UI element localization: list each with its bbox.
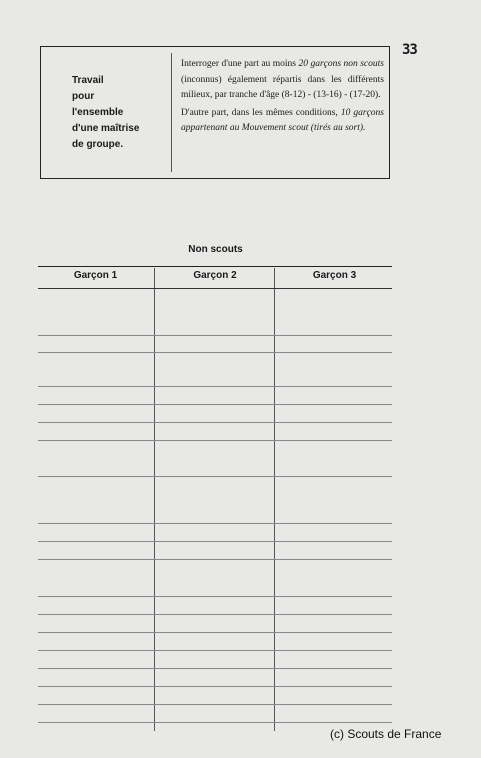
page-number: 33	[402, 42, 417, 58]
table-title: Non scouts	[188, 244, 243, 255]
instruction-paragraph	[181, 106, 384, 137]
answer-line	[38, 476, 392, 477]
answer-line	[38, 668, 392, 669]
instruction-text: Interroger d'une part au moins	[181, 59, 299, 69]
answer-line	[38, 335, 392, 336]
box-heading-line: l'ensemble	[72, 106, 124, 118]
answer-line	[38, 288, 392, 289]
answer-line	[38, 404, 392, 405]
box-heading	[41, 47, 171, 178]
answer-line	[38, 632, 392, 633]
instruction-emphasis: 20 garçons non scouts	[298, 59, 384, 69]
box-heading-line: Travail	[72, 74, 104, 86]
box-heading-line: de groupe.	[72, 138, 124, 150]
box-instructions	[181, 57, 384, 137]
column-separator	[274, 268, 275, 731]
answer-line	[38, 722, 392, 723]
column-header: Garçon 2	[193, 270, 237, 281]
answer-line	[38, 422, 392, 423]
table-top-rule	[38, 266, 392, 267]
answer-line	[38, 650, 392, 651]
instruction-emphasis: 10 garçons appartenant au Mouvement scout (tirés au sort).	[181, 107, 384, 133]
column-header: Garçon 1	[73, 270, 118, 281]
answer-line	[38, 440, 392, 441]
answer-line	[38, 352, 392, 353]
answer-line	[38, 614, 392, 615]
answer-line	[38, 596, 392, 597]
answer-line	[38, 386, 392, 387]
instruction-text: D'autre part, dans les mêmes conditions,	[181, 107, 341, 118]
answer-line	[38, 523, 392, 524]
instruction-box	[40, 46, 390, 179]
answer-line	[38, 559, 392, 560]
answer-line	[38, 686, 392, 687]
box-divider	[171, 53, 172, 172]
answer-line	[38, 541, 392, 542]
box-heading-line: pour	[72, 90, 95, 102]
column-header: Garçon 3	[312, 270, 357, 281]
box-heading-line: d'une maîtrise	[72, 122, 140, 134]
column-separator	[154, 268, 155, 731]
instruction-paragraph	[181, 57, 384, 104]
answer-line	[38, 704, 392, 705]
copyright-watermark: (c) Scouts de France	[330, 727, 442, 741]
instruction-text: (inconnus) également répartis dans les différents milieux, par tranche d'âge (8-12) - (13-16) - (17-20).	[181, 74, 384, 100]
